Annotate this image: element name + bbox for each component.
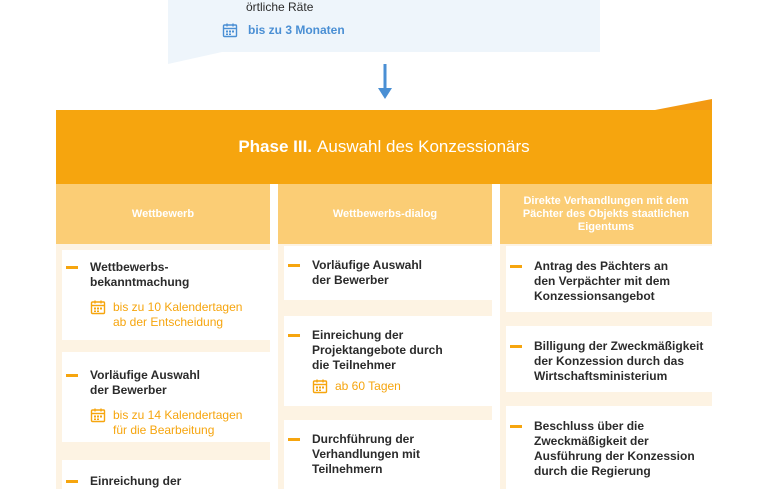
step-marker: [66, 266, 78, 269]
step-text-line: Vorläufige Auswahl: [90, 368, 201, 382]
previous-phase-duration: bis zu 3 Monaten: [248, 23, 345, 37]
step-marker: [288, 334, 300, 337]
step-duration-line: bis zu 10 Kalendertagen: [113, 300, 243, 314]
step-card: [284, 420, 492, 489]
column-direkte-verhandlungen: [500, 184, 712, 489]
step-text-line: Billigung der Zweckmäßigkeit: [534, 339, 704, 353]
step-marker: [288, 264, 300, 267]
step-card: [284, 246, 492, 300]
step-card: [284, 316, 492, 406]
calendar-icon: [222, 22, 238, 38]
step-text-line: Einreichung der: [90, 474, 182, 488]
calendar-icon: [90, 407, 106, 423]
step-marker: [66, 480, 78, 483]
column-title: Direkte Verhandlungen mit dem Pächter des Objekts staatlichen Eigentums: [500, 184, 712, 244]
calendar-icon: [312, 378, 328, 394]
column-title: Wettbewerbs-dialog: [278, 184, 492, 244]
step-marker: [510, 345, 522, 348]
step-card: [62, 250, 270, 340]
step-duration-line: für die Bearbeitung: [113, 423, 215, 437]
step-marker: [288, 438, 300, 441]
step-text-line: durch die Regierung: [534, 464, 651, 478]
arrow-down-icon: [378, 64, 392, 100]
phase-banner: [56, 110, 712, 184]
step-card: [506, 406, 712, 489]
step-text-line: bekanntmachung: [90, 275, 190, 289]
step-text-line: Teilnehmern: [312, 462, 383, 476]
previous-phase-text: örtliche Räte: [246, 0, 314, 14]
step-text-line: Wettbewerbs-: [90, 260, 169, 274]
column-title: Wettbewerb: [56, 184, 270, 244]
phase-title: Auswahl des Konzessionärs: [317, 137, 530, 156]
step-text-line: Verhandlungen mit: [312, 447, 421, 461]
step-text-line: Projektangebote durch: [312, 343, 443, 357]
previous-phase-card-fold: [168, 52, 222, 64]
step-text-line: der Konzession durch das: [534, 354, 685, 368]
step-text-line: Einreichung der: [312, 328, 404, 342]
step-text-line: Beschluss über die: [534, 419, 645, 433]
step-marker: [66, 374, 78, 377]
column-wettbewerbsdialog: [278, 184, 492, 489]
step-text-line: die Teilnehmer: [312, 358, 396, 372]
step-text-line: Durchführung der: [312, 432, 414, 446]
step-marker: [510, 425, 522, 428]
calendar-icon: [90, 299, 106, 315]
step-text-line: Antrag des Pächters an: [534, 259, 669, 273]
step-card: [62, 460, 270, 489]
step-duration-line: ab 60 Tagen: [335, 379, 401, 393]
step-card: [506, 326, 712, 392]
step-card: [62, 352, 270, 442]
step-text-line: Vorläufige Auswahl: [312, 258, 423, 272]
banner-flag: [655, 99, 712, 110]
step-card: [506, 246, 712, 312]
step-text-line: Konzessionsangebot: [534, 289, 655, 303]
step-text-line: Zweckmäßigkeit der: [534, 434, 649, 448]
step-text-line: der Bewerber: [90, 383, 167, 397]
step-marker: [510, 265, 522, 268]
step-text-line: der Bewerber: [312, 273, 389, 287]
step-text-line: Ausführung der Konzession: [534, 449, 695, 463]
step-text-line: den Verpächter mit dem: [534, 274, 671, 288]
step-duration-line: ab der Entscheidung: [113, 315, 224, 329]
step-duration-line: bis zu 14 Kalendertagen: [113, 408, 243, 422]
column-wettbewerb: [56, 184, 270, 489]
phase-label: Phase III.: [238, 137, 313, 156]
step-text-line: Wirtschaftsministerium: [534, 369, 668, 383]
